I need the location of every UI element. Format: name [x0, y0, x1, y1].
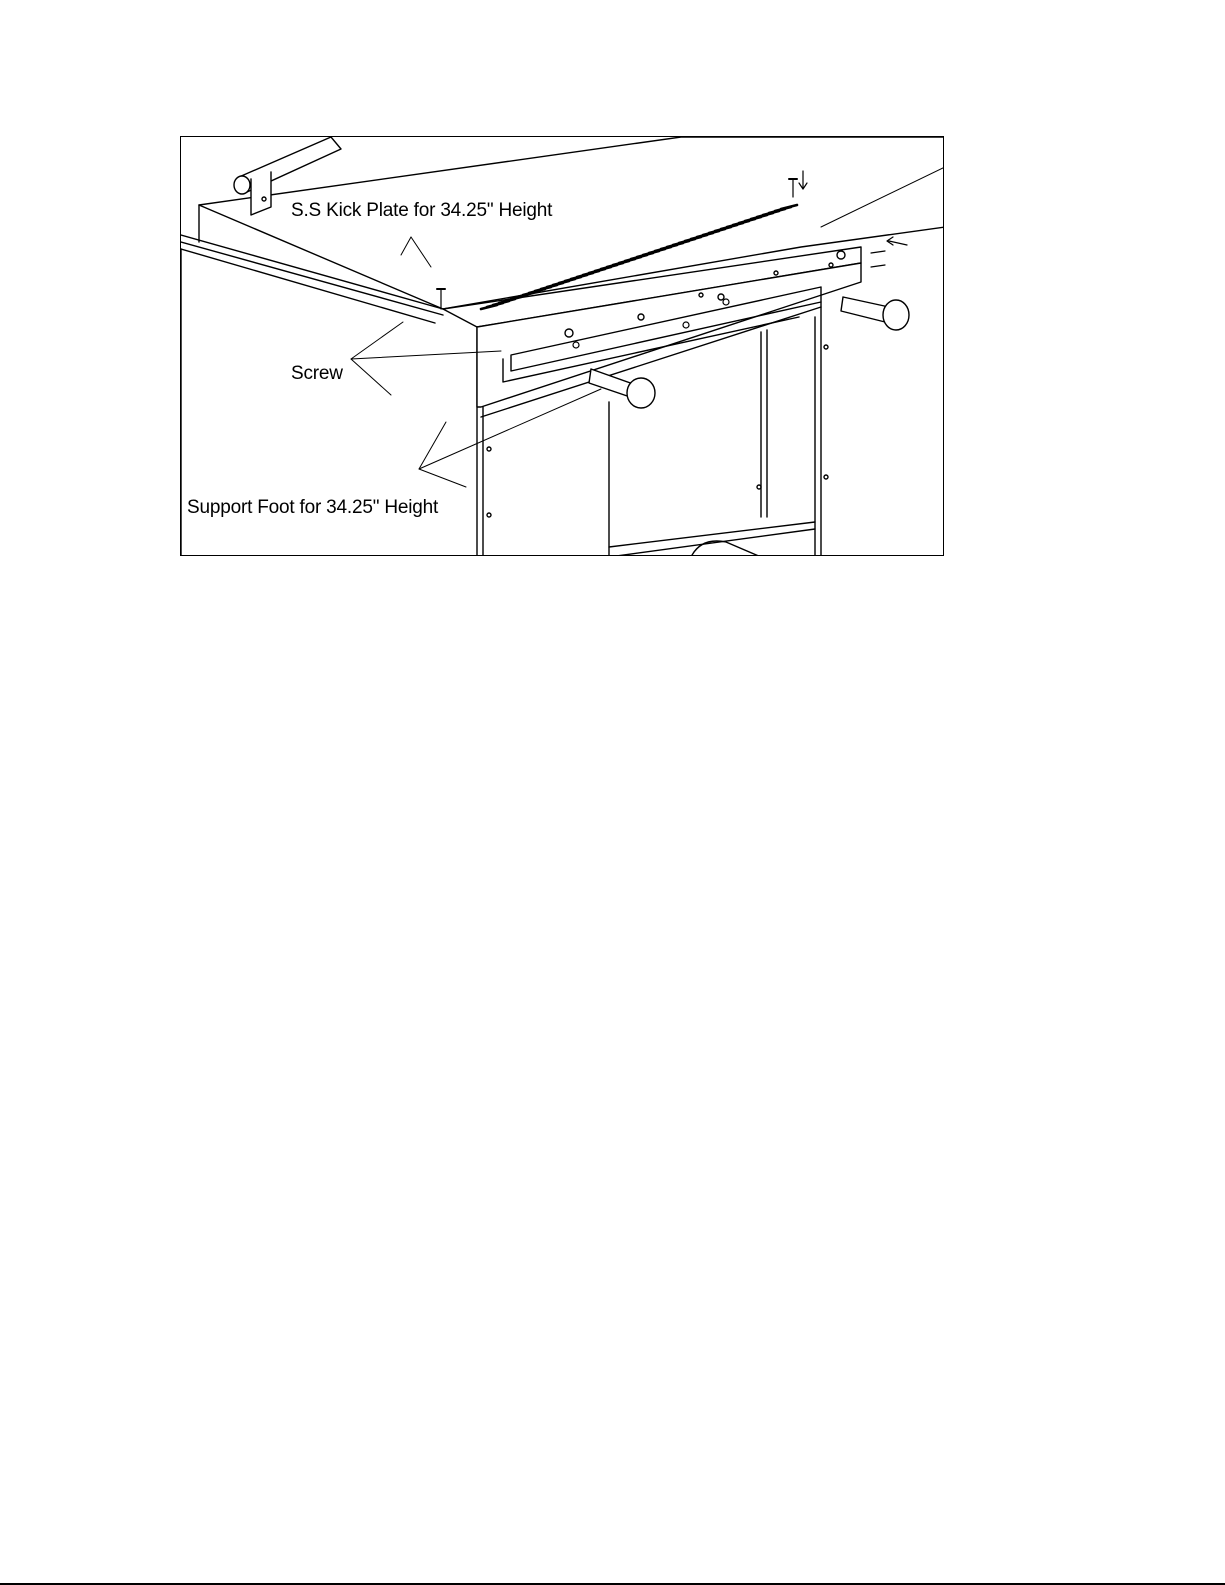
support-foot-left: [589, 369, 655, 408]
kick-plate-label: S.S Kick Plate for 34.25" Height: [291, 200, 553, 221]
support-foot-label: Support Foot for 34.25" Height: [187, 497, 439, 518]
screw-side-right: [871, 237, 907, 267]
support-foot-right: [841, 297, 909, 330]
screw-label: Screw: [291, 363, 343, 384]
assembly-diagram: [180, 136, 944, 556]
